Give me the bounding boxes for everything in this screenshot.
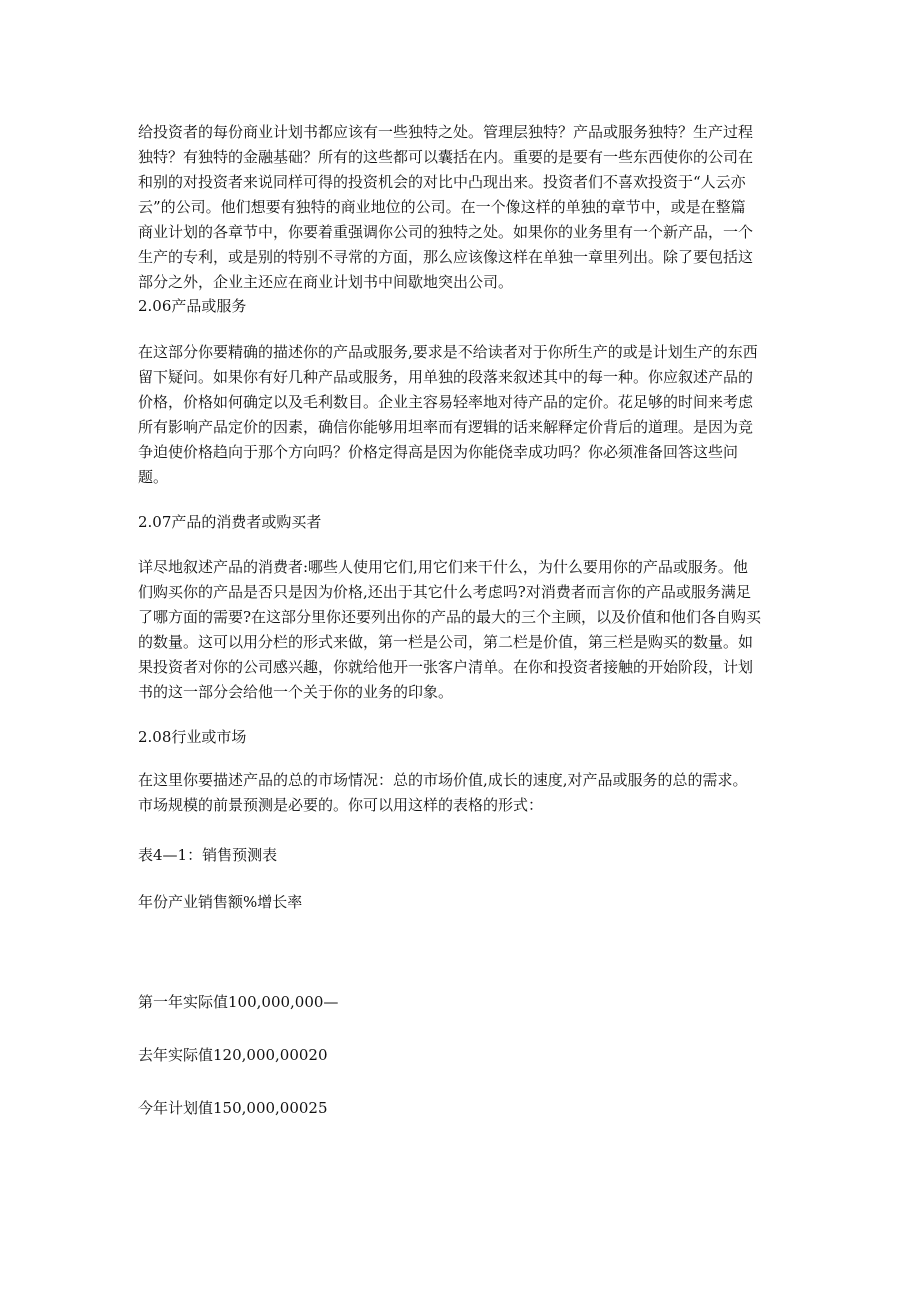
text-line: 争迫使价格趋向于那个方向吗？价格定得高是因为你能侥幸成功吗？你必须准备回答这些问: [138, 443, 739, 461]
text-line: 留下疑问。如果你有好几种产品或服务，用单独的段落来叙述其中的每一种。你应叙述产品的: [138, 368, 754, 386]
table-row: 第一年实际值100,000,000—: [138, 993, 339, 1011]
text-line: 所有影响产品定价的因素，确信你能够用坦率而有逻辑的话来解释定价背后的道理。是因为竞: [138, 418, 754, 436]
text-line: 的数量。这可以用分栏的形式来做，第一栏是公司，第二栏是价值，第三栏是购买的数量。如: [138, 633, 754, 651]
text-line: 详尽地叙述产品的消费者:哪些人使用它们,用它们来干什么，为什么要用你的产品或服务。他: [138, 558, 748, 576]
table-row: 去年实际值120,000,00020: [138, 1046, 328, 1064]
text-line: 独特？有独特的金融基础？所有的这些都可以囊括在内。重要的是要有一些东西使你的公司在: [138, 148, 754, 166]
text-line: 生产的专利，或是别的特别不寻常的方面，那么应该像这样在单独一章里列出。除了要包括这: [138, 248, 754, 266]
section-2-07-paragraph: [138, 555, 786, 705]
section-heading-2-06: 2.06产品或服务: [138, 297, 247, 315]
text-line: 价格，价格如何确定以及毛利数目。企业主容易轻率地对待产品的定价。花足够的时间来考虑: [138, 393, 754, 411]
table-row: 今年计划值150,000,00025: [138, 1099, 328, 1117]
text-line: 商业计划的各章节中，你要着重强调你公司的独特之处。如果你的业务里有一个新产品，一个: [138, 223, 754, 241]
text-line: 在这里你要描述产品的总的市场情况：总的市场价值,成长的速度,对产品或服务的总的需求。: [138, 771, 748, 789]
text-line: 云”的公司。他们想要有独特的商业地位的公司。在一个像这样的单独的章节中，或是在整篇: [138, 198, 746, 216]
text-line: 果投资者对你的公司感兴趣，你就给他开一张客户清单。在你和投资者接触的开始阶段，计划: [138, 658, 754, 676]
text-line: 们购买你的产品是否只是因为价格,还出于其它什么考虑吗?对消费者而言你的产品或服务满足: [138, 583, 751, 601]
text-line: 市场规模的前景预测是必要的。你可以用这样的表格的形式：: [138, 796, 544, 814]
text-line: 部分之外，企业主还应在商业计划书中间歇地突出公司。: [138, 273, 514, 291]
text-line: 给投资者的每份商业计划书都应该有一些独特之处。管理层独特？产品或服务独特？生产过程: [138, 123, 754, 141]
text-line: 题。: [138, 468, 169, 486]
text-line: 了哪方面的需要?在这部分里你还要列出你的产品的最大的三个主顾，以及价值和他们各自购买: [138, 608, 762, 626]
text-line: 和别的对投资者来说同样可得的投资机会的对比中凸现出来。投资者们不喜欢投资于“人云亦: [138, 173, 746, 191]
text-line: 在这部分你要精确的描述你的产品或服务,要求是不给读者对于你所生产的或是计划生产的东西: [138, 343, 758, 361]
section-heading-2-08: 2.08行业或市场: [138, 728, 247, 746]
table-header-row: 年份产业销售额%增长率: [138, 893, 303, 911]
text-line: 书的这一部分会给他一个关于你的业务的印象。: [138, 683, 454, 701]
section-2-06-paragraph: [138, 340, 786, 490]
table-caption: 表4—1：销售预测表: [138, 846, 278, 864]
section-heading-2-07: 2.07产品的消费者或购买者: [138, 513, 322, 531]
intro-paragraph: [138, 120, 786, 295]
section-2-08-paragraph: [138, 768, 786, 818]
